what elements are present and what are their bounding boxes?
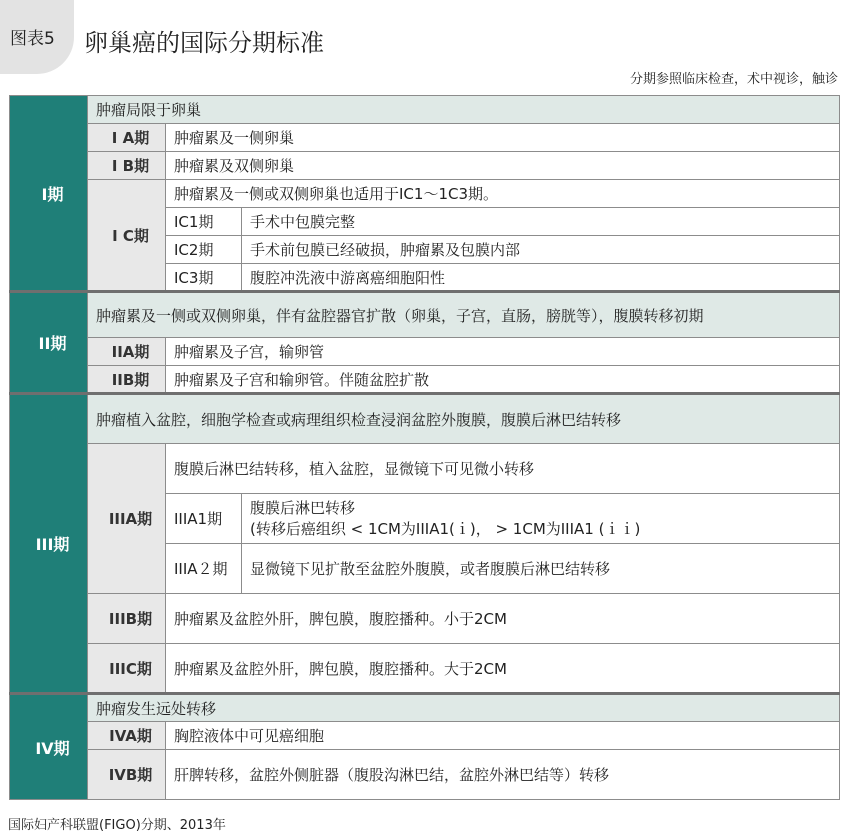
sub-substage-label: IIIA1期 [166,494,242,544]
table-row [10,366,840,394]
table-row [10,750,840,800]
substage-text: 肿瘤累及一侧卵巢 [166,124,840,152]
figure-footer: 国际妇产科联盟(FIGO)分期、2013年 [8,818,226,833]
table-row [10,124,840,152]
substage-label: IVB期 [88,750,166,800]
substage-label: I A期 [88,124,166,152]
sub-substage-text: 腹腔冲洗液中游离癌细胞阳性 [242,264,840,292]
substage-text: 肿瘤累及子宫和输卵管。伴随盆腔扩散 [166,366,840,394]
figure-label: 图表5 [10,29,55,49]
stage-label: II期 [10,292,88,394]
substage-label: IIIB期 [88,594,166,644]
substage-label: IIB期 [88,366,166,394]
substage-text: 肿瘤累及盆腔外肝，脾包膜，腹腔播种。小于2CM [166,594,840,644]
stage-summary: 肿瘤植入盆腔，细胞学检查或病理组织检查浸润盆腔外腹膜，腹膜后淋巴结转移 [88,394,840,444]
sub-substage-line-1: 腹膜后淋巴转移 [250,498,356,517]
table-row [10,444,840,494]
sub-substage-text: 显微镜下见扩散至盆腔外腹膜，或者腹膜后淋巴结转移 [242,544,840,594]
substage-text: 肝脾转移，盆腔外侧脏器（腹股沟淋巴结，盆腔外淋巴结等）转移 [166,750,840,800]
table-row [10,394,840,444]
figo-staging-table [9,95,840,800]
table-row [10,694,840,722]
substage-label: IIIC期 [88,644,166,694]
table-row [10,152,840,180]
sub-substage-label: IC2期 [166,236,242,264]
table-row [10,292,840,338]
stage-label: IV期 [10,694,88,800]
substage-text: 肿瘤累及子宫，输卵管 [166,338,840,366]
stage-summary: 肿瘤局限于卵巢 [88,96,840,124]
table-row [10,594,840,644]
table-row [10,180,840,208]
substage-text: 肿瘤累及盆腔外肝，脾包膜，腹腔播种。大于2CM [166,644,840,694]
substage-text: 肿瘤累及双侧卵巢 [166,152,840,180]
sub-substage-label: IC3期 [166,264,242,292]
table-row [10,722,840,750]
stage-label: III期 [10,394,88,694]
table-row [10,644,840,694]
substage-label: IIIA期 [88,444,166,594]
sub-substage-label: IIIA２期 [166,544,242,594]
sub-substage-label: IC1期 [166,208,242,236]
stage-summary: 肿瘤累及一侧或双侧卵巢，伴有盆腔器官扩散（卵巢，子宫，直肠，膀胱等），腹膜转移初期 [88,292,840,338]
table-row [10,338,840,366]
sub-substage-text [242,494,840,544]
substage-text: 胸腔液体中可见癌细胞 [166,722,840,750]
table-row [10,96,840,124]
substage-label: I B期 [88,152,166,180]
substage-label: I C期 [88,180,166,292]
figure-label-badge [0,0,74,74]
substage-text: 肿瘤累及一侧或双侧卵巢也适用于IC1～1C3期。 [166,180,840,208]
stage-summary: 肿瘤发生远处转移 [88,694,840,722]
substage-label: IVA期 [88,722,166,750]
figure-title: 卵巢癌的国际分期标准 [84,29,324,57]
substage-label: IIA期 [88,338,166,366]
figure-note: 分期参照临床检查，术中视诊，触诊 [629,72,838,87]
stage-label: I期 [10,96,88,292]
sub-substage-text: 手术中包膜完整 [242,208,840,236]
sub-substage-text: 手术前包膜已经破损，肿瘤累及包膜内部 [242,236,840,264]
substage-text: 腹膜后淋巴结转移，植入盆腔，显微镜下可见微小转移 [166,444,840,494]
sub-substage-line-2: (转移后癌组织 < 1CM为IIIA1(ｉ)， > 1CM为IIIA1 (ｉｉ) [250,519,641,538]
